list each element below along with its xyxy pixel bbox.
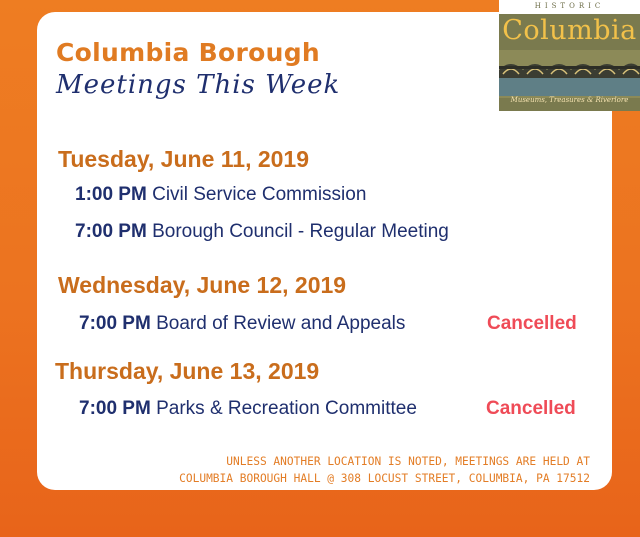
- meeting-name: Parks & Recreation Committee: [156, 398, 417, 419]
- logo-tagline: Museums, Treasures & Riverlore: [510, 96, 629, 104]
- meeting-row: [79, 313, 405, 335]
- meeting-row: [79, 398, 417, 420]
- logo-historic-text: HISTORIC: [534, 2, 605, 10]
- location-note-line-1: UNLESS ANOTHER LOCATION IS NOTED, MEETINGS ARE HELD AT: [226, 455, 590, 468]
- logo-name: Columbia: [502, 15, 637, 46]
- meeting-time: 7:00 PM: [75, 221, 147, 242]
- meeting-row: [75, 221, 449, 243]
- bridge-illustration: [499, 0, 640, 111]
- day-heading-thursday: Thursday, June 13, 2019: [55, 358, 320, 384]
- meeting-name: Borough Council - Regular Meeting: [152, 221, 449, 242]
- location-note-line-2: COLUMBIA BOROUGH HALL @ 308 LOCUST STREET, COLUMBIA, PA 17512: [179, 472, 590, 485]
- meeting-name: Civil Service Commission: [152, 184, 367, 205]
- cancelled-badge: Cancelled: [486, 398, 576, 419]
- meeting-time: 7:00 PM: [79, 313, 151, 334]
- historic-columbia-logo: [499, 0, 640, 111]
- page-title: Columbia Borough: [56, 38, 321, 67]
- meeting-time: 7:00 PM: [79, 398, 151, 419]
- meeting-name: Board of Review and Appeals: [156, 313, 406, 334]
- location-note: [179, 453, 590, 487]
- day-heading-tuesday: Tuesday, June 11, 2019: [58, 146, 310, 172]
- day-heading-wednesday: Wednesday, June 12, 2019: [58, 272, 347, 298]
- page-subtitle: Meetings This Week: [56, 70, 341, 100]
- meeting-time: 1:00 PM: [75, 184, 147, 205]
- meeting-row: [75, 184, 366, 206]
- cancelled-badge: Cancelled: [487, 313, 577, 334]
